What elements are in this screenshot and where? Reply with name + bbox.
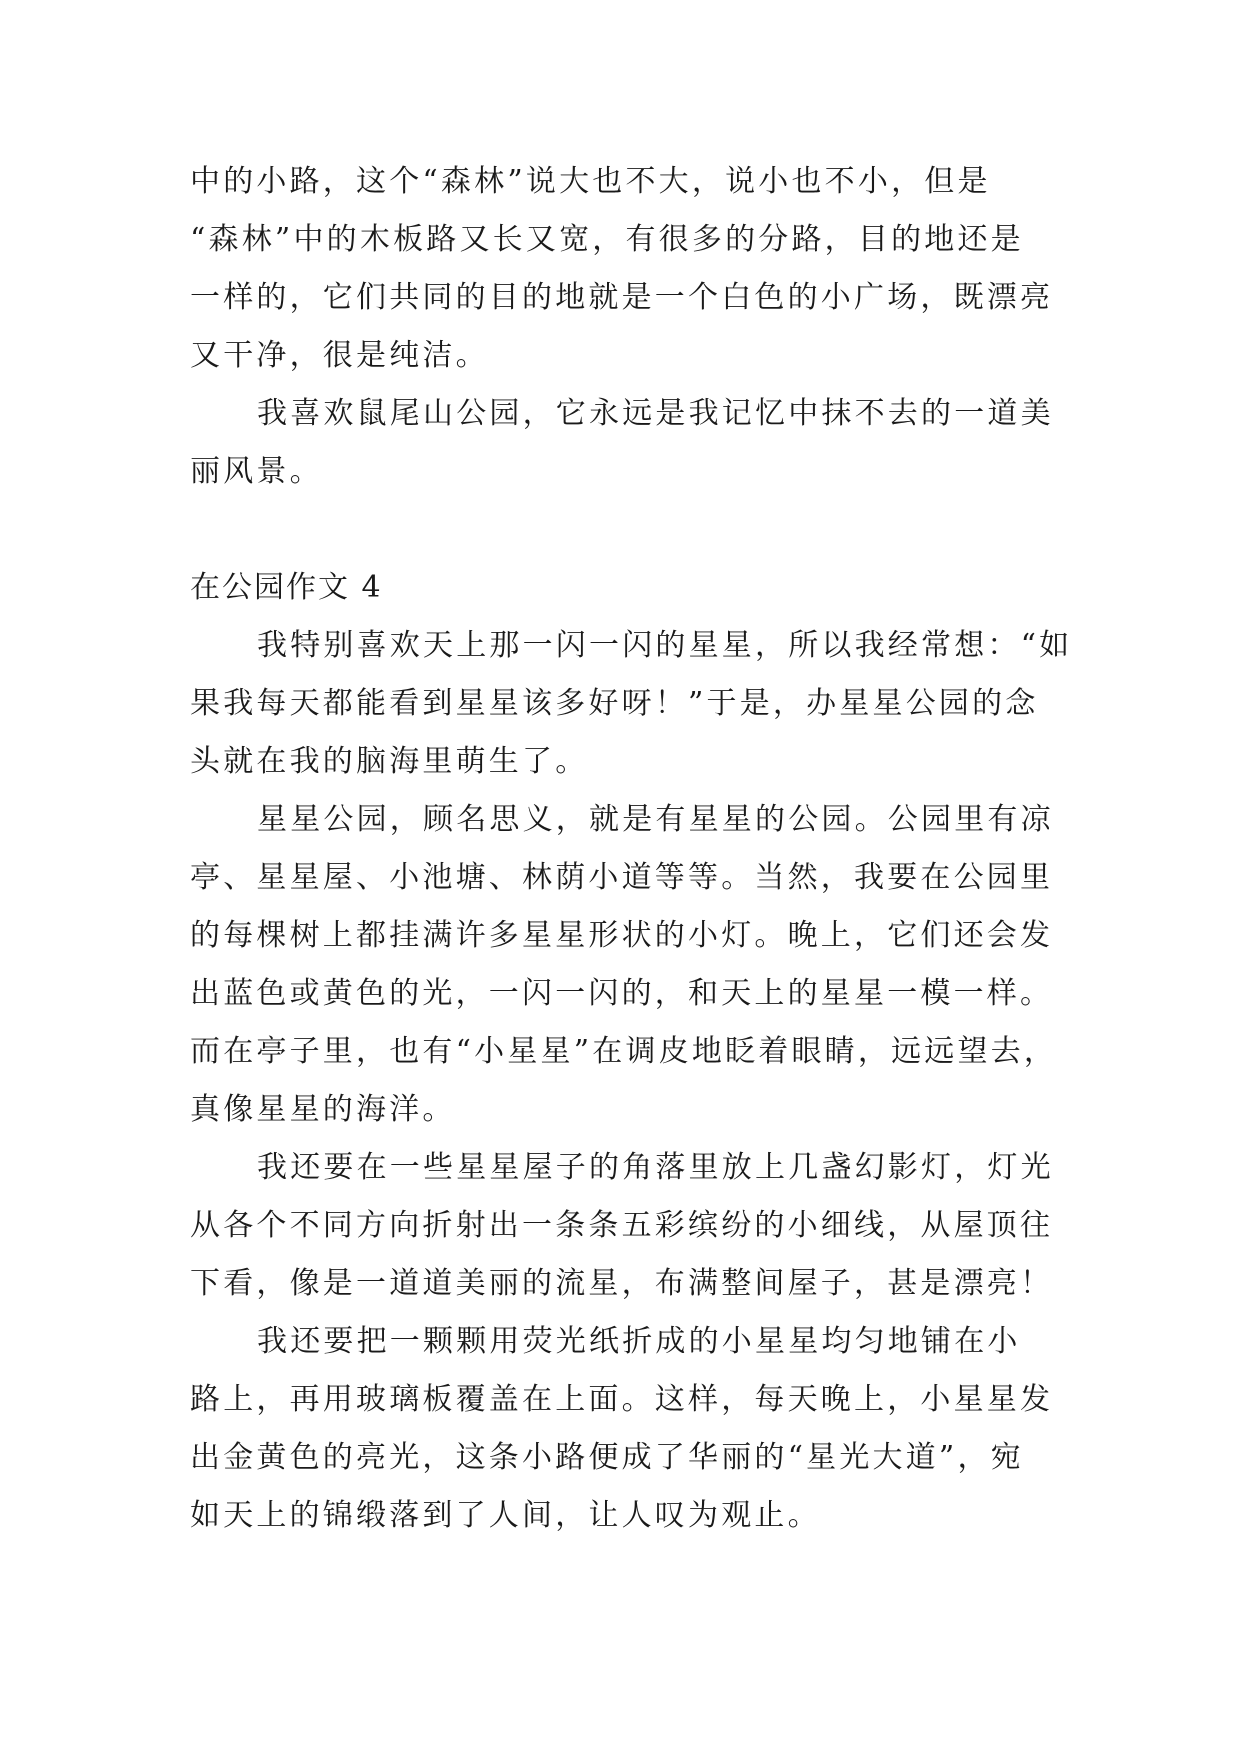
- text-line: 中的小路，这个“森林”说大也不大，说小也不小，但是: [190, 164, 991, 199]
- paragraph-start-line: 星星公园，顾名思义，就是有星星的公园。公园里有凉: [257, 802, 1054, 837]
- text-line: 又干净，很是纯洁。: [190, 338, 489, 373]
- text-line: 从各个不同方向折射出一条条五彩缤纷的小细线，从屋顶往: [190, 1208, 1054, 1243]
- text-line: 的每棵树上都挂满许多星星形状的小灯。晚上，它们还会发: [190, 918, 1054, 953]
- paragraph-start-line: 我特别喜欢天上那一闪一闪的星星，所以我经常想：“如: [257, 628, 1073, 663]
- section-heading: 在公园作文 4: [190, 570, 383, 605]
- text-line: 一样的，它们共同的目的地就是一个白色的小广场，既漂亮: [190, 280, 1054, 315]
- text-line: 路上，再用玻璃板覆盖在上面。这样，每天晚上，小星星发: [190, 1382, 1054, 1417]
- text-line: 出蓝色或黄色的光，一闪一闪的，和天上的星星一模一样。: [190, 976, 1054, 1011]
- paragraph-start-line: 我喜欢鼠尾山公园，它永远是我记忆中抹不去的一道美: [257, 396, 1054, 431]
- text-line: 丽风景。: [190, 454, 323, 489]
- text-line: 亭、星星屋、小池塘、林荫小道等等。当然，我要在公园里: [190, 860, 1054, 895]
- paragraph-start-line: 我还要把一颗颗用荧光纸折成的小星星均匀地铺在小: [257, 1324, 1021, 1359]
- text-line: 下看，像是一道道美丽的流星，布满整间屋子，甚是漂亮！: [190, 1266, 1054, 1301]
- text-line: 头就在我的脑海里萌生了。: [190, 744, 589, 779]
- text-line: 真像星星的海洋。: [190, 1092, 456, 1127]
- text-line: 出金黄色的亮光，这条小路便成了华丽的“星光大道”，宛: [190, 1440, 1024, 1475]
- text-line: 果我每天都能看到星星该多好呀！”于是，办星星公园的念: [190, 686, 1039, 721]
- paragraph-start-line: 我还要在一些星星屋子的角落里放上几盏幻影灯，灯光: [257, 1150, 1054, 1185]
- text-line: “森林”中的木板路又长又宽，有很多的分路，目的地还是: [190, 222, 1024, 257]
- text-line: 而在亭子里，也有“小星星”在调皮地眨着眼睛，远远望去，: [190, 1034, 1058, 1069]
- text-line: 如天上的锦缎落到了人间，让人叹为观止。: [190, 1498, 821, 1533]
